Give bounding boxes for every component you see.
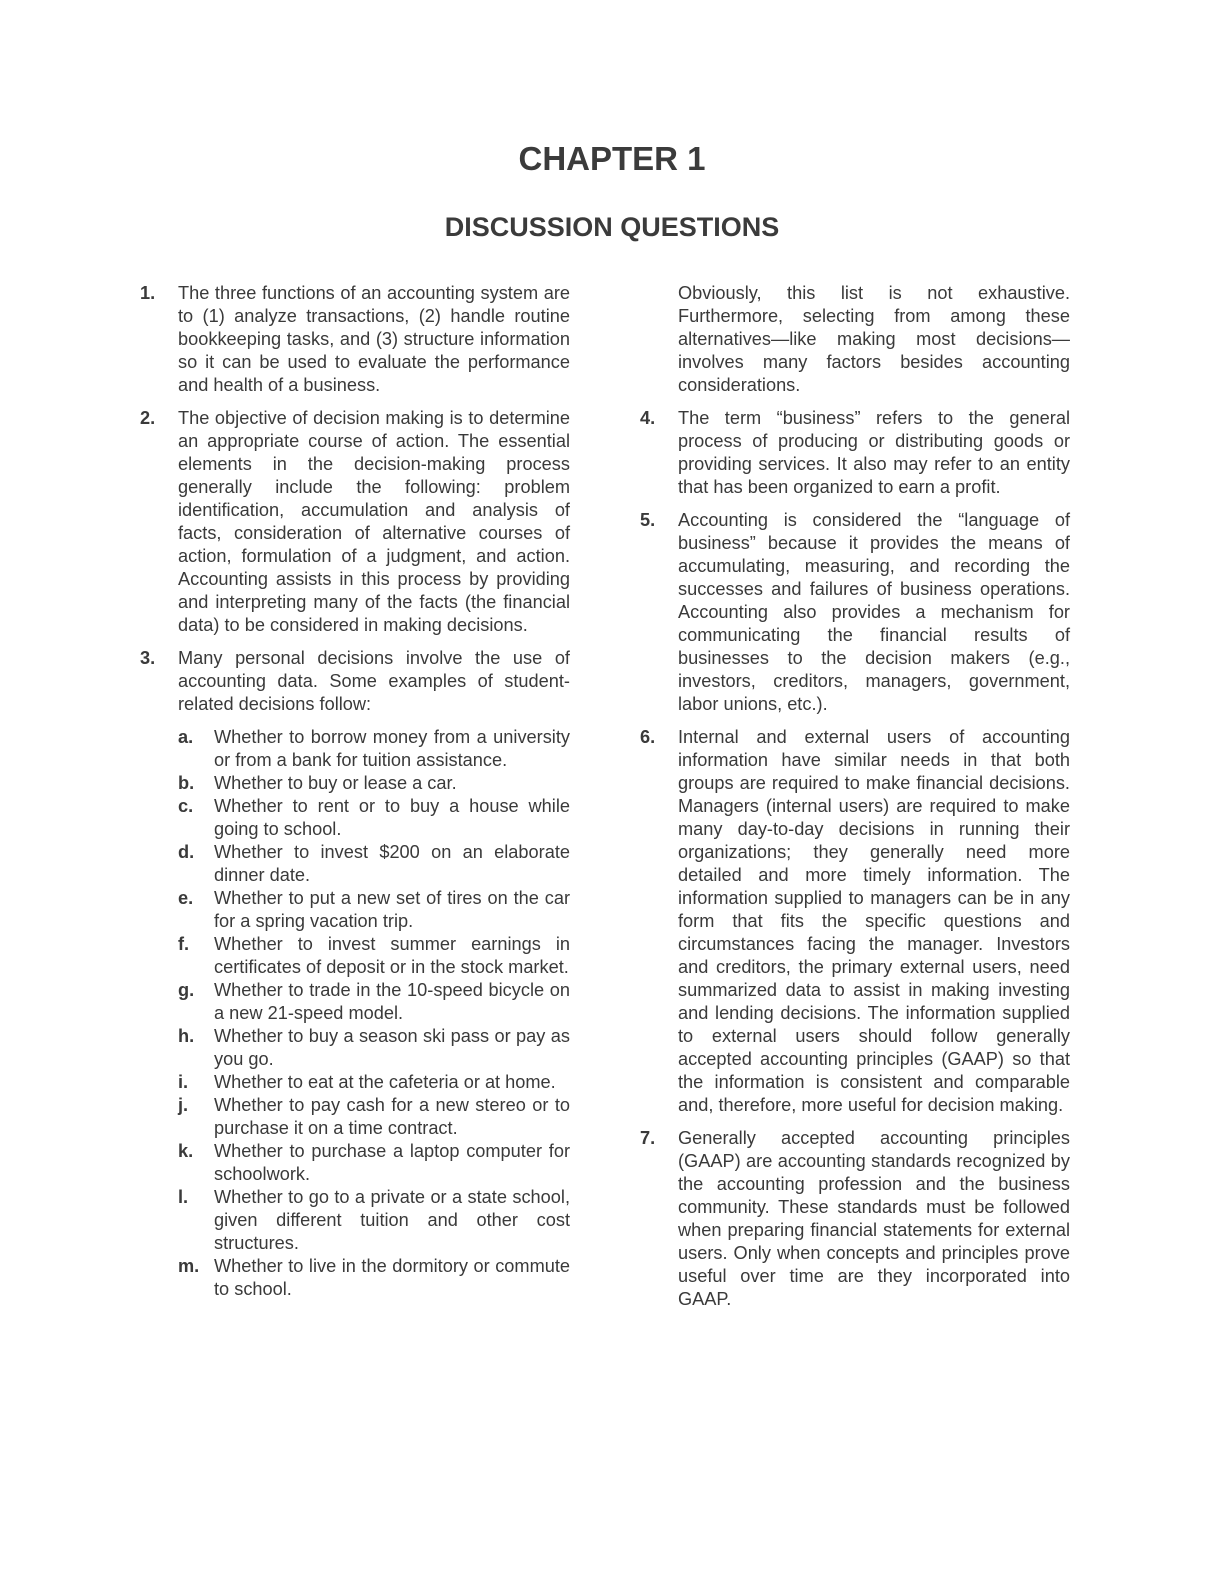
item-text: Whether to buy or lease a car. bbox=[214, 773, 457, 793]
question-1 bbox=[140, 282, 570, 397]
list-item bbox=[178, 1140, 570, 1186]
item-text: Whether to buy a season ski pass or pay as you go. bbox=[214, 1026, 570, 1069]
section-title: DISCUSSION QUESTIONS bbox=[444, 212, 780, 242]
item-letter: a. bbox=[178, 727, 194, 747]
list-item bbox=[178, 795, 570, 841]
list-item bbox=[178, 772, 570, 795]
question-text: The three functions of an accounting system are to (1) analyze transactions, (2) handle routine bookkeeping tasks, and (3) structure information so it can be used to evaluate the performance and health of a business. bbox=[178, 283, 570, 395]
question-7 bbox=[640, 1127, 1070, 1311]
item-letter: b. bbox=[178, 773, 195, 793]
question-number: 3. bbox=[140, 648, 156, 668]
list-item bbox=[178, 933, 570, 979]
list-item bbox=[178, 1094, 570, 1140]
question-3 bbox=[140, 647, 570, 1301]
list-item bbox=[178, 887, 570, 933]
item-text: Whether to put a new set of tires on the car for a spring vacation trip. bbox=[214, 888, 570, 931]
item-letter: m. bbox=[178, 1256, 200, 1276]
question-text: The term “business” refers to the general process of producing or distributing goods or providing services. It also may refer to an entity that has been organized to earn a profit. bbox=[678, 408, 1070, 497]
left-column bbox=[140, 282, 570, 1311]
question-2 bbox=[140, 407, 570, 637]
question-number: 2. bbox=[140, 408, 156, 428]
item-text: Whether to rent or to buy a house while going to school. bbox=[214, 796, 570, 839]
question-number: 4. bbox=[640, 408, 656, 428]
list-item bbox=[178, 841, 570, 887]
question-5 bbox=[640, 509, 1070, 716]
question-number: 1. bbox=[140, 283, 156, 303]
item-letter: e. bbox=[178, 888, 194, 908]
question-4 bbox=[640, 407, 1070, 499]
item-letter: c. bbox=[178, 796, 194, 816]
item-text: Whether to eat at the cafeteria or at home. bbox=[214, 1072, 556, 1092]
question-number: 7. bbox=[640, 1128, 656, 1148]
item-text: Whether to trade in the 10-speed bicycle on a new 21-speed model. bbox=[214, 980, 570, 1023]
item-text: Whether to purchase a laptop computer for schoolwork. bbox=[214, 1141, 570, 1184]
question-text: Accounting is considered the “language of business” because it provides the means of accumulating, measuring, and recording the successes and failures of business operations. Accounting also provides a mechanism for communicating the financial results of businesses to the decision makers (e.g., investors, creditors, managers, government, labor unions, etc.). bbox=[678, 510, 1070, 714]
item-letter: g. bbox=[178, 980, 195, 1000]
list-item bbox=[178, 1025, 570, 1071]
item-text: Whether to pay cash for a new stereo or to purchase it on a time contract. bbox=[214, 1095, 570, 1138]
item-letter: d. bbox=[178, 842, 195, 862]
item-text: Whether to go to a private or a state school, given different tuition and other cost structures. bbox=[214, 1187, 570, 1253]
question-text: Generally accepted accounting principles (GAAP) are accounting standards recognized by the accounting profession and the business community. These standards must be followed when preparing financial statements for external users. Only when concepts and principles prove useful over time are they incorporated into GAAP. bbox=[678, 1128, 1070, 1309]
chapter-title: CHAPTER 1 bbox=[518, 140, 706, 177]
item-letter: f. bbox=[178, 934, 190, 954]
question-text: The objective of decision making is to determine an appropriate course of action. The essential elements in the decision-making process generally include the following: problem identification, accumulation and analysis of facts, consideration of alternative courses of action, formulation of a judgment, and action. Accounting assists in this process by providing and interpreting many of the facts (the financial data) to be considered in making decisions. bbox=[178, 408, 570, 635]
list-item bbox=[178, 979, 570, 1025]
item-text: Whether to invest summer earnings in certificates of deposit or in the stock market. bbox=[214, 934, 570, 977]
item-letter: j. bbox=[178, 1095, 189, 1115]
item-letter: k. bbox=[178, 1141, 194, 1161]
right-column bbox=[640, 282, 1070, 1321]
decision-examples-list bbox=[178, 726, 570, 1301]
question-number: 5. bbox=[640, 510, 656, 530]
item-letter: h. bbox=[178, 1026, 195, 1046]
question-3-continuation: Obviously, this list is not exhaustive. Furthermore, selecting from among these alternatives—like making most decisions—involves many factors besides accounting considerations. bbox=[678, 283, 1070, 395]
item-letter: l. bbox=[178, 1187, 189, 1207]
question-6 bbox=[640, 726, 1070, 1117]
list-item bbox=[178, 726, 570, 772]
item-text: Whether to invest $200 on an elaborate dinner date. bbox=[214, 842, 570, 885]
item-text: Whether to borrow money from a university or from a bank for tuition assistance. bbox=[214, 727, 570, 770]
question-text: Internal and external users of accounting information have similar needs in that both groups are required to make financial decisions. Managers (internal users) are required to make many day-to-day decisions in running their organizations; they generally need more detailed and more timely information. The information supplied to managers can be in any form that fits the specific questions and circumstances facing the manager. Investors and creditors, the primary external users, need summarized data to assist in making investing and lending decisions. The information supplied to external users should follow generally accepted accounting principles (GAAP) so that the information is consistent and comparable and, therefore, more useful for decision making. bbox=[678, 727, 1070, 1115]
item-text: Whether to live in the dormitory or commute to school. bbox=[214, 1256, 570, 1299]
list-item bbox=[178, 1071, 570, 1094]
question-number: 6. bbox=[640, 727, 656, 747]
list-item bbox=[178, 1255, 570, 1301]
item-letter: i. bbox=[178, 1072, 189, 1092]
list-item bbox=[178, 1186, 570, 1255]
question-text: Many personal decisions involve the use of accounting data. Some examples of student-related decisions follow: bbox=[178, 648, 570, 714]
